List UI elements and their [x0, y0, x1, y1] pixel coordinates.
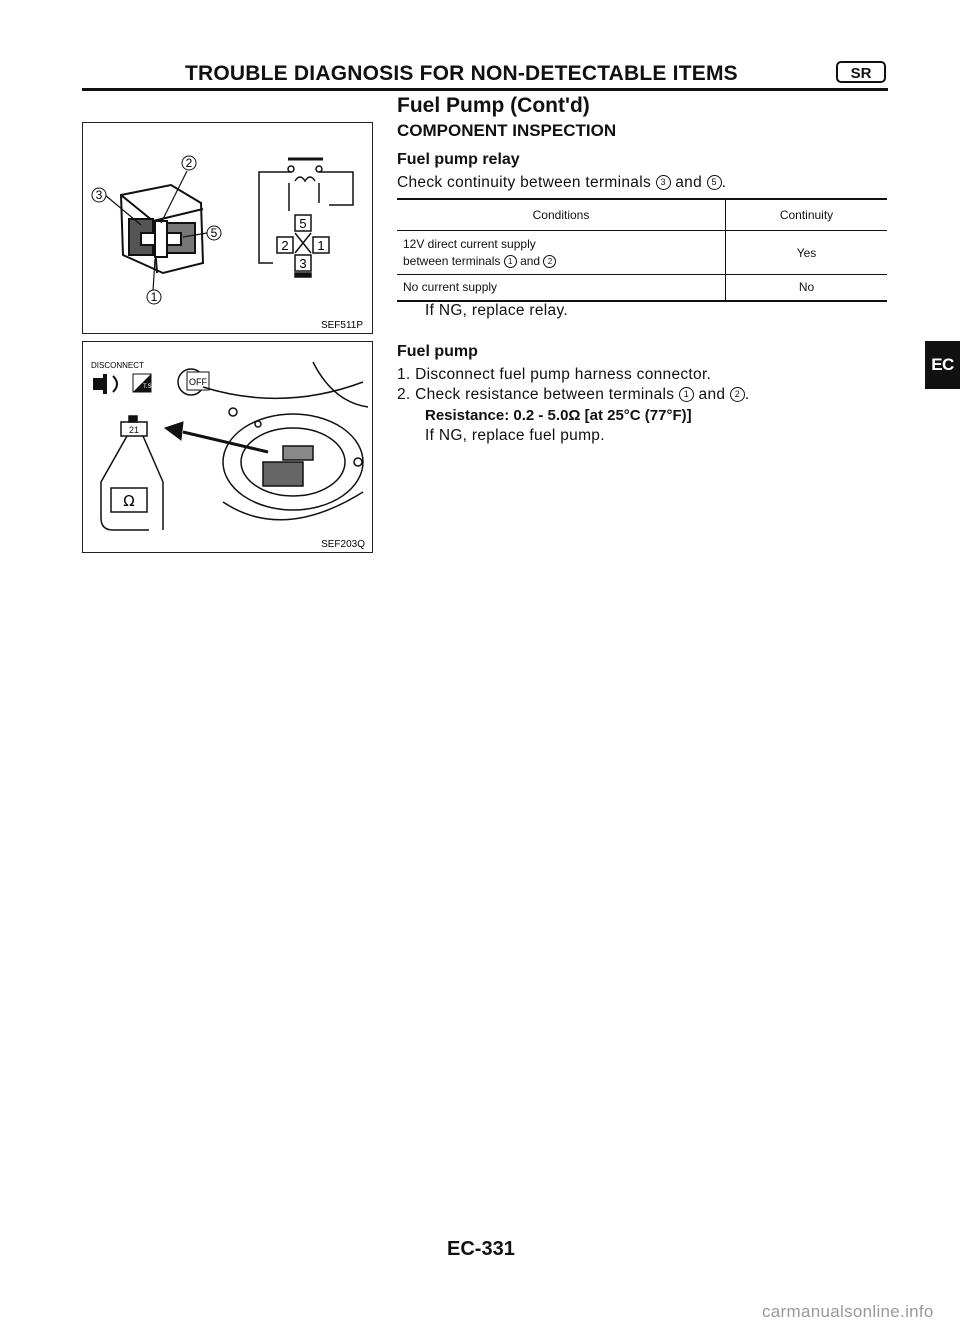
- terminal-2-badge: 2: [730, 387, 745, 402]
- table-row: 12V direct current supply between terminals 1 and 2 Yes: [397, 231, 887, 275]
- page-header-title: TROUBLE DIAGNOSIS FOR NON-DETECTABLE ITEMS: [185, 62, 738, 85]
- relay-body: [121, 185, 203, 273]
- ohm-symbol: Ω: [123, 492, 135, 510]
- component-inspection-heading: COMPONENT INSPECTION: [397, 121, 617, 140]
- svg-text:5: 5: [299, 216, 307, 231]
- relay-ng-note: If NG, replace relay.: [425, 302, 568, 319]
- terminal-3-badge: 3: [656, 175, 671, 190]
- header-rule: [82, 88, 888, 91]
- svg-text:21: 21: [128, 425, 140, 435]
- ec-section-tab[interactable]: EC: [925, 341, 960, 389]
- harness-connector: [121, 416, 147, 436]
- callout-2: 2: [185, 156, 193, 170]
- fuel-pump-figure: [82, 341, 373, 553]
- relay-illustration: [83, 123, 371, 332]
- figure-code-sef511p: SEF511P: [320, 320, 363, 331]
- table-header-continuity: Continuity: [779, 208, 834, 222]
- arrow: [165, 422, 268, 452]
- callout-5: 5: [210, 226, 218, 240]
- svg-text:OFF: OFF: [189, 377, 207, 387]
- ignition-off-icon: [178, 369, 209, 395]
- relay-figure: [82, 122, 373, 334]
- pump-step-1: 1. Disconnect fuel pump harness connector.: [397, 366, 712, 383]
- page-number: EC-331: [447, 1238, 515, 1260]
- ts-icon: [133, 374, 154, 392]
- pump-ng-note: If NG, replace fuel pump.: [425, 427, 605, 444]
- section-title: Fuel Pump (Cont'd): [397, 94, 590, 117]
- fuel-pump-relay-heading: Fuel pump relay: [397, 151, 520, 168]
- fuel-pump-heading: Fuel pump: [397, 343, 478, 360]
- callout-1: 1: [150, 290, 158, 304]
- svg-text:2: 2: [281, 238, 289, 253]
- terminal-1-badge: 1: [679, 387, 694, 402]
- ohmmeter: [101, 436, 163, 530]
- relay-instruction: Check continuity between terminals 3 and 5 .: [397, 174, 727, 191]
- resistance-spec: Resistance: 0.2 - 5.0Ω [at 25°C (77°F)]: [425, 407, 692, 424]
- sr-badge: SR: [836, 61, 886, 83]
- disconnect-icon: [93, 374, 117, 394]
- relay-continuity-table: [397, 198, 887, 302]
- table-row: No current supply No: [397, 275, 887, 301]
- fuel-pump-illustration: [83, 342, 371, 551]
- disconnect-label: DISCONNECT: [91, 361, 144, 370]
- callout-3: 3: [95, 188, 103, 202]
- fuel-tank: [203, 362, 368, 520]
- figure-code-sef203q: SEF203Q: [321, 539, 365, 550]
- svg-text:T.S.: T.S.: [143, 384, 154, 390]
- terminal-5-badge: 5: [707, 175, 722, 190]
- svg-text:3: 3: [299, 256, 307, 271]
- svg-text:1: 1: [317, 238, 325, 253]
- watermark: carmanualsonline.info: [762, 1302, 934, 1321]
- pump-step-2: 2. Check resistance between terminals 1 and 2 .: [397, 386, 750, 403]
- table-header-conditions: Conditions: [397, 199, 726, 231]
